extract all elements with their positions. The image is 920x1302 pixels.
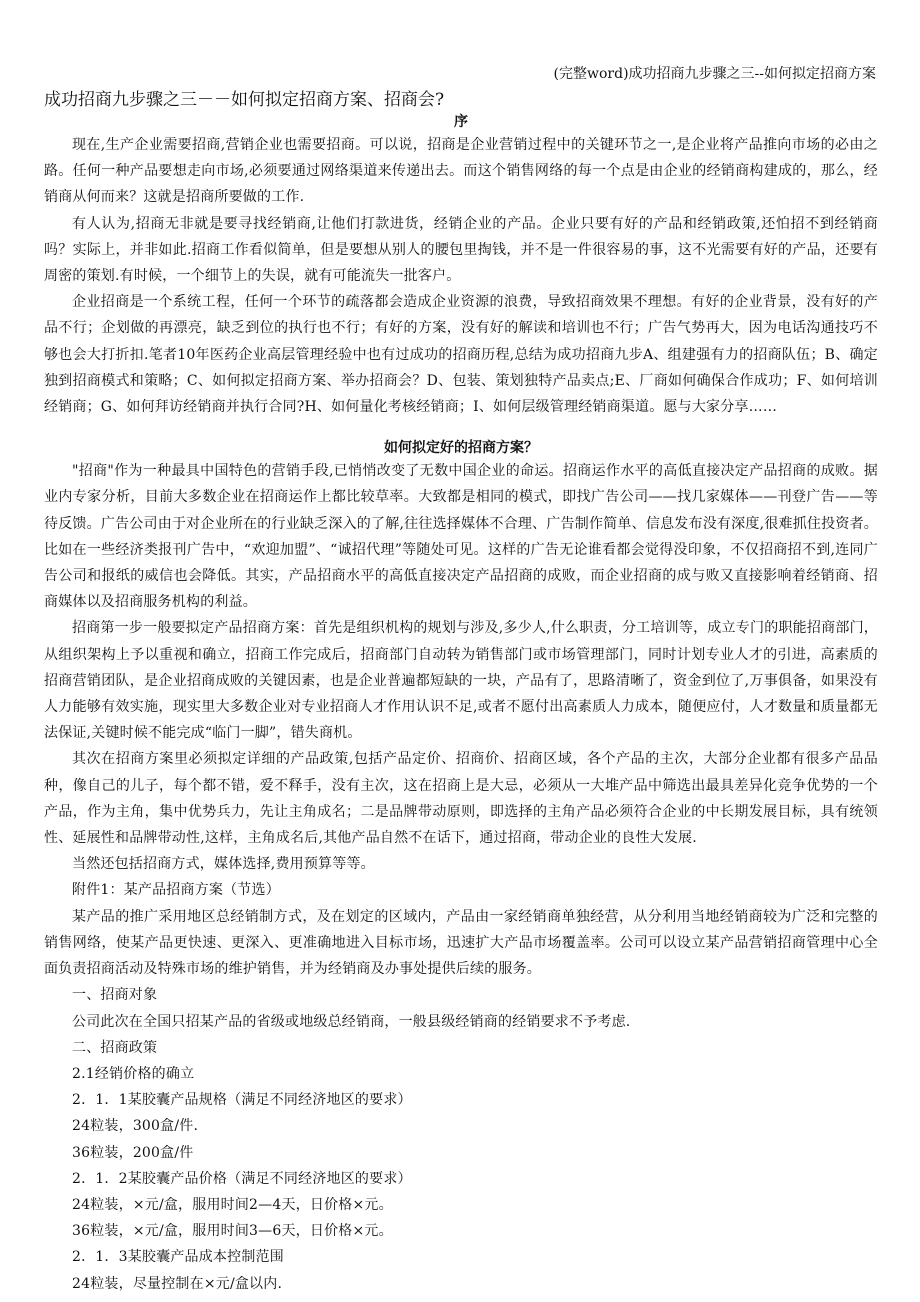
list-line: 2.1经销价格的确立 — [72, 1065, 195, 1082]
list-line: 公司此次在全国只招某产品的省级或地级总经销商，一般县级经销商的经销要求不予考虑. — [72, 1013, 631, 1030]
list-line: 24粒装，×元/盒，服用时间2—4天，日价格×元。 — [72, 1196, 393, 1213]
list-line: 2．1．2某胶囊产品价格（满足不同经济地区的要求） — [72, 1170, 412, 1187]
preface-paragraph: 有人认为,招商无非就是要寻找经销商,让他们打款进货，经销企业的产品。企业只要有好的产品和经销政策,还怕招不到经销商吗？实际上，并非如此.招商工作看似简单，但是要想从别人的腰包里掏钱，并不是一件很容易的事，这不光需要有好的产品，还要有周密的策划.有时候，一个细节上的失误，就有可能流失一批客户。 — [44, 215, 878, 285]
list-line: 24粒装，300盒/件. — [72, 1118, 199, 1135]
preface-paragraph: 企业招商是一个系统工程，任何一个环节的疏落都会造成企业资源的浪费，导致招商效果不理想。有好的企业背景，没有好的产品不行；企划做的再漂亮，缺乏到位的执行也不行；有好的方案，没有好的解读和培训也不行；广告气势再大，因为电话沟通技巧不够也会大打折扣.笔者10年医药企业高层管理经验中也有过成功的招商历程,总结为成功招商九步A、组建强有力的招商队伍；B、确定独到招商模式和策略；C、如何拟定招商方案、举办招商会？D、包装、策划独特产品卖点;E、厂商如何确保合作成功；F、如何培训经销商；G、如何拜访经销商并执行合同?H、如何量化考核经销商；I、如何层级管理经销商渠道。愿与大家分享…… — [44, 294, 878, 416]
document-body — [44, 88, 878, 1297]
section-paragraph: 招商第一步一般要拟定产品招商方案：首先是组织机构的规划与涉及,多少人,什么职责，分工培训等，成立专门的职能招商部门，从组织架构上予以重视和确立，招商工作完成后，招商部门自动转为销售部门或市场管理部门，同时计划专业人才的引进，高素质的招商营销团队，是企业招商成败的关键因素，也是企业普遍都短缺的一块，产品有了，思路清晰了，资金到位了,万事俱备，如果没有人力能够有效实施，现实里大多数企业对专业招商人才作用认识不足,或者不愿付出高素质人力成本，随便应付，人才数量和质量都无法保证,关键时候不能完成“临门一脚”，错失商机。 — [44, 620, 878, 742]
list-line: 二、招商政策 — [72, 1039, 158, 1056]
list-line: 36粒装，×元/盒，服用时间3—6天，日价格×元。 — [72, 1223, 393, 1240]
running-header: (完整word)成功招商九步骤之三--如何拟定招商方案 — [553, 66, 876, 82]
section-heading: 如何拟定好的招商方案？ — [384, 440, 538, 457]
list-line: 一、招商对象 — [72, 987, 158, 1004]
appendix-title: 附件1：某产品招商方案（节选） — [72, 882, 280, 899]
list-line: 36粒装，200盒/件 — [72, 1144, 194, 1161]
section-paragraph: "招商"作为一种最具中国特色的营销手段,已悄悄改变了无数中国企业的命运。招商运作水平的高低直接决定产品招商的成败。据业内专家分析，目前大多数企业在招商运作上都比较草率。大致都是相同的模式，即找广告公司——找几家媒体——刊登广告——等待反馈。广告公司由于对企业所在的行业缺乏深入的了解,往往选择媒体不合理、广告制作简单、信息发布没有深度,很难抓住投资者。比如在一些经济类报刊广告中，“欢迎加盟”、“诚招代理”等随处可见。这样的广告无论谁看都会觉得没印象，不仅招商招不到,连同广告公司和报纸的威信也会降低。其实，产品招商水平的高低直接决定产品招商的成败，而企业招商的成与败又直接影响着经销商、招商媒体以及招商服务机构的利益。 — [44, 463, 878, 611]
section-paragraph: 其次在招商方案里必须拟定详细的产品政策,包括产品定价、招商价、招商区域，各个产品的主次，大部分企业都有很多产品品种，像自己的儿子，每个都不错，爱不释手，没有主次，这在招商上是大忌，必须从一大堆产品中筛选出最具差异化竞争优势的一个产品，作为主角，集中优势兵力，先让主角成名；二是品牌带动原则，即选择的主角产品必须符合企业的中长期发展目标，具有统领性、延展性和品牌带动性,这样，主角成名后,其他产品自然不在话下，通过招商，带动企业的良性大发展. — [44, 751, 878, 847]
document-title: 成功招商九步骤之三－－如何拟定招商方案、招商会? — [44, 90, 445, 110]
section-paragraph: 某产品的推广采用地区总经销制方式，及在划定的区域内，产品由一家经销商单独经营，从分利用当地经销商较为广泛和完整的销售网络，使某产品更快速、更深入、更准确地进入目标市场，迅速扩大产品市场覆盖率。公司可以设立某产品营销招商管理中心全面负责招商活动及特殊市场的维护销售，并为经销商及办事处提供后续的服务。 — [44, 908, 878, 978]
section-paragraph: 当然还包括招商方式，媒体选择,费用预算等等。 — [72, 856, 375, 873]
list-line: 24粒装，尽量控制在×元/盒以内. — [72, 1275, 283, 1292]
preface-paragraph: 现在,生产企业需要招商,营销企业也需要招商。可以说，招商是企业营销过程中的关键环节之一,是企业将产品推向市场的必由之路。任何一种产品要想走向市场,必须要通过网络渠道来传递出去。而这个销售网络的每一个点是由企业的经销商构建成的，那么，经销商从何而来？这就是招商所要做的工作. — [44, 137, 878, 206]
preface-heading: 序 — [454, 114, 468, 130]
list-line: 2．1．3某胶囊产品成本控制范围 — [72, 1249, 284, 1266]
list-line: 2．1．1某胶囊产品规格（满足不同经济地区的要求） — [72, 1092, 412, 1109]
